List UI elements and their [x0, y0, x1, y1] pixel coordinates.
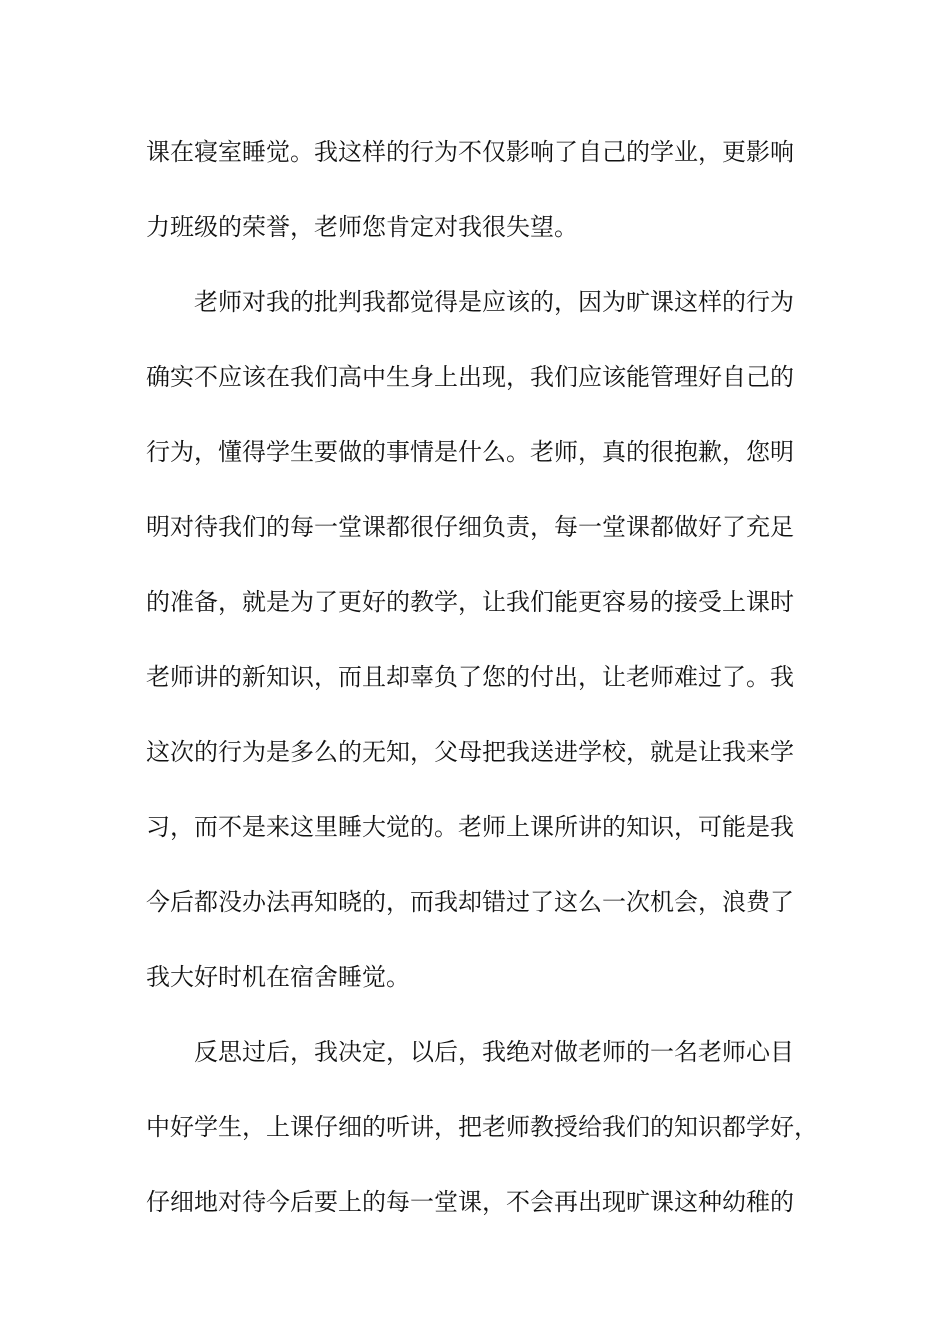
text-line: 课在寝室睡觉。我这样的行为不仅影响了自己的学业，更影响: [146, 138, 794, 166]
text-line: 习，而不是来这里睡大觉的。老师上课所讲的知识，可能是我: [146, 813, 794, 841]
text-line: 今后都没办法再知晓的，而我却错过了这么一次机会，浪费了: [146, 888, 794, 916]
text-line: 这次的行为是多么的无知，父母把我送进学校，就是让我来学: [146, 738, 794, 766]
text-line: 老师讲的新知识，而且却辜负了您的付出，让老师难过了。我: [146, 663, 794, 691]
text-line: 力班级的荣誉，老师您肯定对我很失望。: [146, 213, 578, 241]
text-line: 的准备，就是为了更好的教学，让我们能更容易的接受上课时: [146, 588, 794, 616]
text-line: 明对待我们的每一堂课都很仔细负责，每一堂课都做好了充足: [146, 513, 794, 541]
text-line: 行为，懂得学生要做的事情是什么。老师，真的很抱歉，您明: [146, 438, 794, 466]
text-line: 确实不应该在我们高中生身上出现，我们应该能管理好自己的: [146, 363, 794, 391]
text-line: 仔细地对待今后要上的每一堂课，不会再出现旷课这种幼稚的: [146, 1188, 794, 1216]
paragraph-first-line: 反思过后，我决定，以后，我绝对做老师的一名老师心目: [194, 1038, 794, 1066]
text-line: 中好学生，上课仔细的听讲，把老师教授给我们的知识都学好，: [146, 1113, 818, 1141]
paragraph-first-line: 老师对我的批判我都觉得是应该的，因为旷课这样的行为: [194, 288, 794, 316]
text-line: 我大好时机在宿舍睡觉。: [146, 963, 410, 991]
